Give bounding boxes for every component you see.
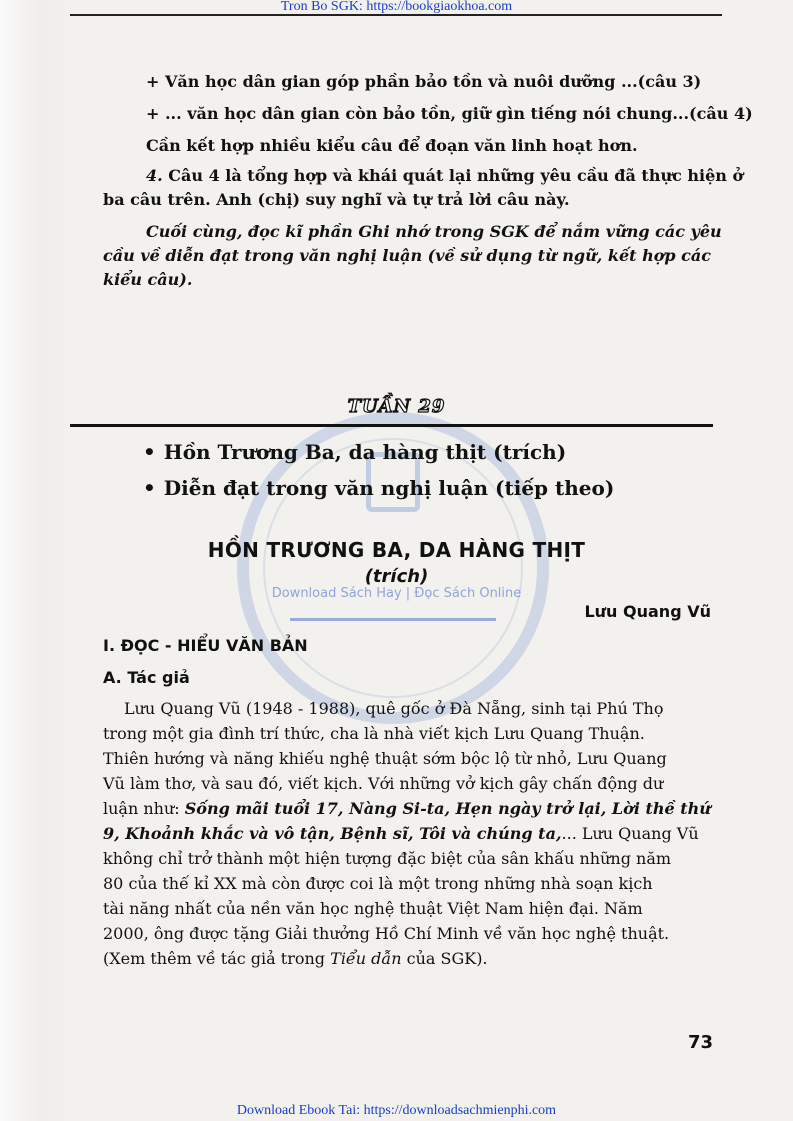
body-line-11: [103, 948, 713, 970]
watermark-bar: [290, 618, 496, 621]
body-line-7: không chỉ trở thành một hiện tượng đặc biệt của sân khấu những năm: [103, 849, 672, 868]
header-source-link[interactable]: Tron Bo SGK: https://bookgiaokhoa.com: [280, 0, 513, 14]
header-rule: [70, 14, 722, 16]
page-number: 73: [687, 1032, 713, 1053]
q4-line-2: ba câu trên. Anh (chị) suy nghĩ và tự trả lời câu này.: [103, 190, 570, 209]
final-line-2: cầu về diễn đạt trong văn nghị luận (về sử dụng từ ngữ, kết hợp các: [103, 246, 712, 265]
q4-line-1: [146, 166, 756, 186]
subsection-heading: A. Tác giả: [103, 668, 190, 687]
article-author: Lưu Quang Vũ: [584, 602, 711, 621]
body-text: ... Lưu Quang Vũ: [561, 824, 699, 843]
intro-bullet-1: + Văn học dân gian góp phần bảo tồn và nuôi dưỡng ...(câu 3): [146, 72, 702, 91]
final-line-1: Cuối cùng, đọc kĩ phần Ghi nhớ trong SGK để nắm vững các yêu: [146, 222, 722, 241]
body-works-1: Sống mãi tuổi 17, Nàng Si-ta, Hẹn ngày trở lại, Lời thề thứ: [184, 799, 711, 818]
body-line-1: Lưu Quang Vũ (1948 - 1988), quê gốc ở Đà Nẵng, sinh tại Phú Thọ: [124, 699, 664, 718]
body-line-10: 2000, ông được tặng Giải thưởng Hồ Chí Minh về văn học nghệ thuật.: [103, 924, 670, 943]
watermark-text: Download Sách Hay | Đọc Sách Online: [271, 586, 522, 601]
body-text: luận như:: [103, 799, 185, 818]
body-text: (Xem thêm về tác giả trong: [103, 949, 331, 968]
footer-source-link[interactable]: Download Ebook Tai: https://downloadsachmienphi.com: [236, 1103, 557, 1118]
body-ref: Tiểu dẫn: [330, 949, 402, 968]
lesson-item-1: [143, 440, 566, 464]
week-header: [0, 396, 793, 417]
body-line-2: trong một gia đình trí thức, cha là nhà viết kịch Lưu Quang Thuận.: [103, 724, 645, 743]
body-line-9: tài năng nhất của nền văn học nghệ thuật Việt Nam hiện đại. Năm: [103, 899, 643, 918]
lesson-item-2: [143, 476, 614, 500]
final-line-3: kiểu câu).: [103, 270, 193, 289]
bullet-icon: •: [143, 440, 156, 464]
article-subtitle: (trích): [364, 566, 429, 587]
intro-note: Cần kết hợp nhiều kiểu câu để đoạn văn linh hoạt hơn.: [146, 136, 638, 155]
body-line-8: 80 của thế kỉ XX mà còn được coi là một trong những nhà soạn kịch: [103, 874, 653, 893]
intro-bullet-2: + ... văn học dân gian còn bảo tồn, giữ gìn tiếng nói chung...(câu 4): [146, 104, 753, 123]
week-label: TUẦN 29: [347, 396, 446, 417]
body-line-6: [103, 823, 713, 845]
q4-text: Câu 4 là tổng hợp và khái quát lại những yêu cầu đã thực hiện ở: [162, 166, 744, 185]
body-line-3: Thiên hướng và năng khiếu nghệ thuật sớm bộc lộ từ nhỏ, Lưu Quang: [103, 749, 667, 768]
section-heading: I. ĐỌC - HIỂU VĂN BẢN: [103, 636, 308, 655]
bullet-icon: •: [143, 476, 156, 500]
week-rule: [70, 424, 713, 427]
body-line-4: Vũ làm thơ, và sau đó, viết kịch. Với những vở kịch gây chấn động dư: [103, 774, 664, 793]
body-line-5: [103, 798, 713, 820]
q4-number: 4.: [146, 166, 163, 185]
lesson-label: Diễn đạt trong văn nghị luận (tiếp theo): [163, 476, 615, 500]
body-text: của SGK).: [401, 949, 488, 968]
body-works-2: 9, Khoảnh khắc và vô tận, Bệnh sĩ, Tôi và chúng ta,: [103, 824, 562, 843]
lesson-label: Hồn Trương Ba, da hàng thịt (trích): [163, 440, 567, 464]
article-title: HỒN TRƯƠNG BA, DA HÀNG THỊT: [207, 538, 586, 562]
